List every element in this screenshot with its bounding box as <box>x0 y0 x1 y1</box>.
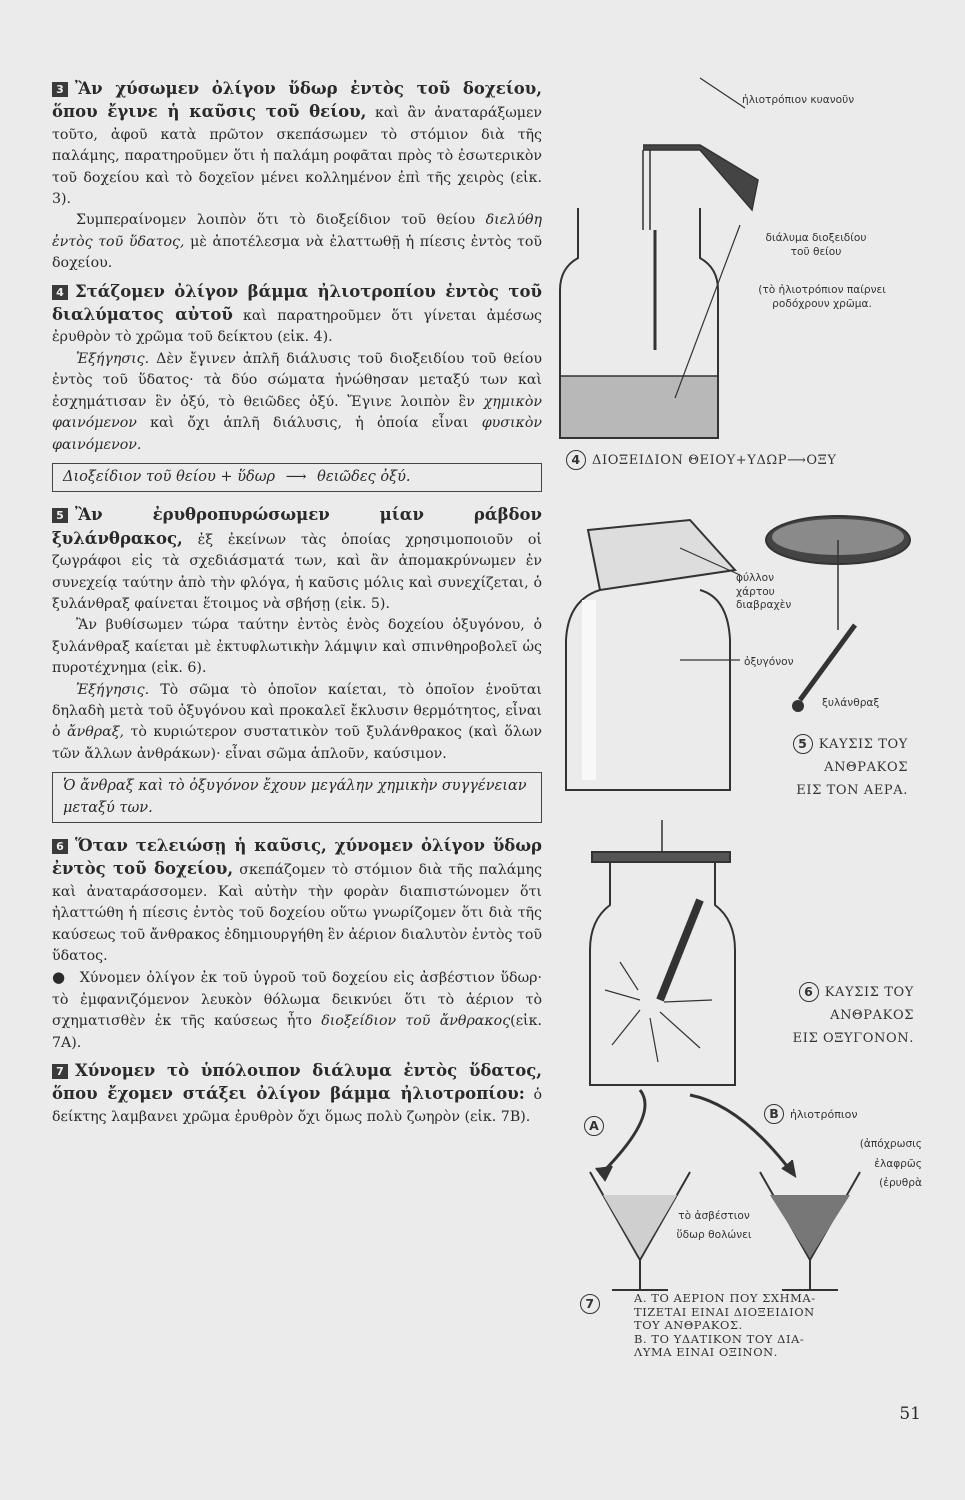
label-sulfur-solution-line2: τοῦ θείου <box>790 245 842 258</box>
equation-reactants: Διοξείδιον τοῦ θείου + ὕδωρ <box>63 468 276 485</box>
explanation-emphasis-2: φυσικὸν φαινόμενον. <box>52 415 542 453</box>
figure-5-number: 5 <box>793 734 813 754</box>
explanation-emphasis-1: χημικὸν φαινόμενον <box>52 393 542 432</box>
label-litmus-note-line1: (τὸ ἠλιοτρόπιον παίρνει <box>758 284 886 296</box>
explanation-text-a: Δὲν ἔγινεν ἁπλῆ διάλυσις τοῦ διοξειδίου τοῦ θείου ἐντὸς τοῦ ὕδατος· τὰ δύο σώματα ἡνώθησαν μεταξύ των καὶ ἐσχημάτισαν ἓν ὀξύ, τὸ θειῶδες ὀξύ. Ἔγινε λοιπὸν ἓν <box>52 350 542 410</box>
conclusion-text-a: Συμπεραίνομεν λοιπὸν ὅτι τὸ διοξείδιον τοῦ θείου <box>76 212 476 229</box>
section-7-body: ὁ δείκτης λαμβανει χρῶμα ἐρυθρὸν ὄχι ὅμως πολὺ ζωηρὸν (εἰκ. 7Β). <box>52 1087 542 1125</box>
label-color-shade-line1: (ἀπόχρωσις <box>859 1138 922 1150</box>
section-number-5: 5 <box>52 508 68 523</box>
section-5-body: ἐξ ἐκείνων τὰς ὁποίας χρησιμοποιοῦν οἱ ζωγράφοι εἰς τὰ σχεδιάσματά των, καὶ ἂν ἀπομακρύνωμεν ἐν συνεχείᾳ ταύτην ἀπὸ τὴν φλόγα, ἡ καῦσις μόλις καὶ συνεχίζεται, ὁ ξυλάνθραξ φαίνεται ἕτοιμος νὰ σβήσῃ (εἰκ. 5). <box>52 531 542 612</box>
section-4-body: καὶ παρατηροῦμεν ὅτι γίνεται ἀμέσως ἐρυθρὸν τὸ χρῶμα τοῦ δείκτου (εἰκ. 4). <box>52 308 542 346</box>
section-7-heading: Χύνομεν τὸ ὑπόλοιπον διάλυμα ἐντὸς ὕδατος, ὅπου ἔχομεν στάξει ὀλίγον βάμμα ἠλιοτροπίου: <box>52 1061 542 1104</box>
label-color-shade <box>832 1138 922 1191</box>
section-4-heading: Στάζομεν ὀλίγον βάμμα ἠλιοτροπίου ἐντὸς τοῦ διαλύματος αὐτοῦ <box>52 281 542 325</box>
figure-7-caption-line2: ΤΙΖΕΤΑΙ ΕΙΝΑΙ ΔΙΟΞΕΙΔΙΟΝ <box>634 1304 815 1319</box>
figure-7-caption-line5: ΛΥΜΑ ΕΙΝΑΙ ΟΞΙΝΟΝ. <box>634 1345 778 1359</box>
figure-5-caption-line1: ΚΑΥΣΙΣ ΤΟΥ <box>818 737 908 752</box>
label-charcoal: ξυλάνθραξ <box>822 697 880 709</box>
label-color-shade-line3: (ἐρυθρὰ <box>879 1177 922 1189</box>
figure-4-caption-text: ΔΙΟΞΕΙΔΙΟΝ ΘΕΙΟΥ+ΥΔΩΡ⟶ΟΞΥ <box>592 453 837 468</box>
section-3-heading: Ἂν χύσωμεν ὀλίγον ὕδωρ ἐντὸς τοῦ δοχείου, ὅπου ἔγινε ἡ καῦσις τοῦ θείου, <box>52 79 542 122</box>
label-litmus-note <box>736 284 908 311</box>
explanation-text-b: καὶ ὄχι ἁπλῆ διάλυσις, ἡ ὁποία εἶναι <box>150 415 469 432</box>
label-sulfur-dioxide-solution <box>746 232 886 259</box>
figure-4-jar-illustration <box>560 78 758 438</box>
conclusion-emphasis: διελύθη ἐντὸς τοῦ ὕδατος, <box>52 212 542 250</box>
figure-6-caption-line1: ΚΑΥΣΙΣ ΤΟΥ <box>824 985 914 1000</box>
label-wet-paper-line1: φύλλον <box>736 572 775 584</box>
figure-5-caption-line2: ΑΝΘΡΑΚΟΣ <box>824 760 908 775</box>
marker-a-circle: A <box>584 1116 604 1136</box>
label-color-shade-line2: ἐλαφρῶς <box>874 1157 922 1170</box>
bullet-text-b: (εἰκ. 7Α). <box>52 1013 542 1051</box>
summary-box-carbon: Ὁ ἄνθραξ καὶ τὸ ὀξυγόνον ἔχουν μεγάλην χημικὴν συγγένειαν μεταξύ των. <box>52 772 542 823</box>
figure-6-caption-line3: ΕΙΣ ΟΞΥΓΟΝΟΝ. <box>792 1030 914 1046</box>
label-litmus: ἠλιοτρόπιον <box>790 1108 858 1121</box>
label-wet-paper <box>736 572 791 613</box>
figure-5-caption <box>748 734 908 799</box>
label-wet-paper-line3: διαβραχὲν <box>736 599 792 611</box>
marker-a <box>584 1116 610 1136</box>
figure-7-caption-line1: Α. ΤΟ ΑΕΡΙΟΝ ΠΟΥ ΣΧΗΜΑ- <box>634 1291 816 1305</box>
label-litmus-blue: ἠλιοτρόπιον κυανοῦν <box>742 94 855 106</box>
section-5-paragraph-2: Ἂν βυθίσωμεν τώρα ταύτην ἐντὸς ἑνὸς δοχείου ὀξυγόνου, ὁ ξυλάνθραξ καίεται μὲ ἐκτυφλωτικὴν λάμψιν καὶ σπινθηροβολεῖ ὡς πυροτέχνημα (εἰκ. 6). <box>52 617 542 677</box>
figure-4-number: 4 <box>566 450 586 470</box>
bullet-text-a: Χύνομεν ὀλίγον ἐκ τοῦ ὑγροῦ τοῦ δοχείου εἰς ἀσβέστιον ὕδωρ· τὸ ἐμφανιζόμενον λευκὸν θόλωμα δεικνύει ὅτι τὸ ἀέριον τὸ σχηματισθὲν ἐκ τῆς καύσεως ἦτο <box>52 970 542 1030</box>
figure-6-number: 6 <box>799 982 819 1002</box>
marker-b <box>764 1104 858 1124</box>
explanation-label: Ἐξήγησις. <box>76 681 150 698</box>
explanation-text-b: τὸ κυριώτερον συστατικὸν τοῦ ξυλάνθρακος (καὶ ὅλων τῶν ἄλλων ἀνθράκων)· εἶναι σῶμα ἁπλοῦν, καύσιμον. <box>52 724 543 762</box>
figure-5-caption-line3: ΕΙΣ ΤΟΝ ΑΕΡΑ. <box>796 782 908 798</box>
section-number-7: 7 <box>52 1064 68 1079</box>
label-lime-water-line1: τὸ ἀσβέστιον <box>678 1210 750 1222</box>
figure-7-caption-line4: Β. ΤΟ ΥΔΑΤΙΚΟΝ ΤΟΥ ΔΙΑ- <box>634 1331 805 1346</box>
figure-6-caption <box>748 982 914 1047</box>
figure-7-caption-line3: ΤΟΥ ΑΝΘΡΑΚΟΣ. <box>634 1318 743 1332</box>
label-lime-water <box>652 1210 776 1242</box>
label-wet-paper-line2: χάρτου <box>736 585 775 598</box>
section-number-4: 4 <box>52 285 68 300</box>
section-number-6: 6 <box>52 839 68 854</box>
section-6-heading: Ὅταν τελειώσῃ ἡ καῦσις, χύνομεν ὀλίγον ὕδωρ ἐντὸς τοῦ δοχείου, <box>52 836 542 879</box>
explanation-text-a: Τὸ σῶμα τὸ ὁποῖον καίεται, τὸ ὁποῖον ἑνοῦται δηλαδὴ μετὰ τοῦ ὀξυγόνου καὶ προκαλεῖ ἔκλυσιν θερμότητος, εἶναι ὁ <box>52 681 542 741</box>
equation-product: θειῶδες ὀξύ. <box>317 468 411 485</box>
bullet-icon: ● <box>52 968 67 987</box>
label-litmus-note-line2: ροδόχρουν χρῶμα. <box>772 297 872 310</box>
section-3-body: καὶ ἂν ἀναταράξωμεν τοῦτο, ἀφοῦ κατὰ πρῶτον σκεπάσωμεν τὸ στόμιον διὰ τῆς παλάμης, παρατηροῦμεν ὅτι ἡ παλάμη ροφᾶται πρὸς τὸ ἐσωτερικὸν τοῦ δοχείου καὶ τὸ δοχεῖον μένει κολλημένον ἐπὶ τῆς χειρὸς (εἰκ. 3). <box>52 105 543 208</box>
conclusion-text-b: μὲ ἀποτέλεσμα νὰ ἐλαττωθῇ ἡ πίεσις ἐντὸς τοῦ δοχείου. <box>52 233 542 272</box>
bullet-emphasis: διοξείδιον τοῦ ἄνθρακος <box>321 1013 511 1030</box>
label-sulfur-solution-line1: διάλυμα διοξειδίου <box>765 232 867 244</box>
figure-7-number: 7 <box>580 1294 600 1314</box>
figure-4-caption <box>566 450 837 470</box>
page-number: 51 <box>899 1404 921 1424</box>
section-6-body: σκεπάζομεν τὸ στόμιον διὰ τῆς παλάμης καὶ ἀναταράσσομεν. Καὶ αὐτὴν τὴν φορὰν διαπιστώνομεν ὅτι ἠλαττώθη ἡ πίεσις ἐντὸς τοῦ δοχείου οὕτω γνωρίζομεν ὅτι διὰ τῆς καύσεως τοῦ ἄνθρακος ἐδημιουργήθη ἓν ἀέριον διαλυτὸν ἐντὸς τοῦ ὕδατος. <box>52 862 542 965</box>
label-lime-water-line2: ὕδωρ θολώνει <box>676 1228 752 1241</box>
explanation-emphasis: ἄνθραξ, <box>67 724 125 741</box>
section-number-3: 3 <box>52 82 68 97</box>
figure-7-caption <box>580 1292 920 1360</box>
marker-b-circle: B <box>764 1104 784 1124</box>
explanation-label: Ἐξήγησις. <box>76 350 150 367</box>
figure-6-caption-line2: ΑΝΘΡΑΚΟΣ <box>830 1008 914 1023</box>
equation-arrow: ⟶ <box>285 468 307 485</box>
label-oxygen: ὀξυγόνον <box>744 656 794 668</box>
section-5-heading: Ἂν ἐρυθροπυρώσωμεν μίαν ράβδον ξυλάνθρακος, <box>52 505 542 548</box>
